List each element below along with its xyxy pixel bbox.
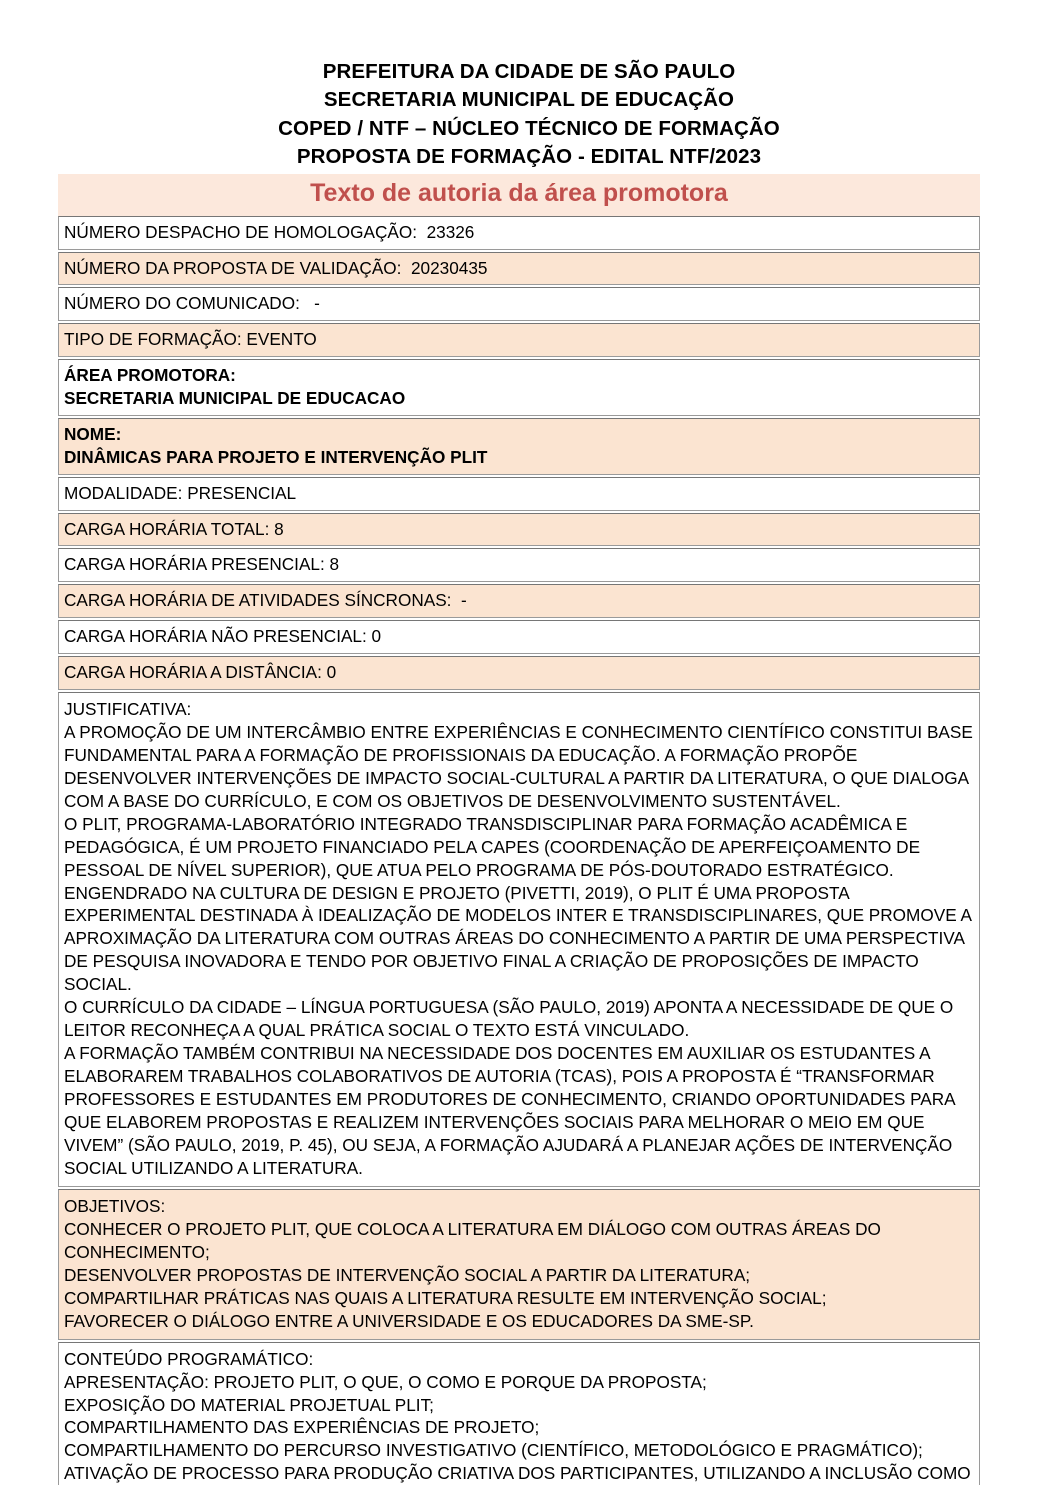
field-row-numero-despacho-homologacao	[58, 216, 980, 250]
field-line: NÚMERO DA PROPOSTA DE VALIDAÇÃO: 20230435	[64, 257, 488, 278]
field-row-modalidade	[58, 477, 980, 511]
field-line: COMPARTILHAMENTO DAS EXPERIÊNCIAS DE PROJETO;	[64, 1417, 540, 1438]
field-line: SECRETARIA MUNICIPAL DE EDUCACAO	[64, 388, 406, 408]
field-line: APRESENTAÇÃO: PROJETO PLIT, O QUE, O COMO E PORQUE DA PROPOSTA;	[64, 1371, 707, 1392]
field-row-numero-comunicado	[58, 287, 980, 321]
field-line: CONTEÚDO PROGRAMÁTICO:	[64, 1348, 314, 1369]
header-line-prefeitura: PREFEITURA DA CIDADE DE SÃO PAULO	[322, 60, 736, 83]
field-row-justificativa	[58, 692, 980, 1187]
field-line: FAVORECER O DIÁLOGO ENTRE A UNIVERSIDADE E OS EDUCADORES DA SME-SP.	[64, 1310, 754, 1331]
section-title-text: Texto de autoria da área promotora	[310, 179, 728, 208]
field-line: CARGA HORÁRIA PRESENCIAL: 8	[64, 554, 340, 575]
field-line: CARGA HORÁRIA TOTAL: 8	[64, 518, 284, 539]
field-line: TIPO DE FORMAÇÃO: EVENTO	[64, 329, 317, 350]
field-row-carga-horaria-total	[58, 513, 980, 547]
field-line: NOME:	[64, 423, 122, 444]
field-line: A FORMAÇÃO TAMBÉM CONTRIBUI NA NECESSIDADE DOS DOCENTES EM AUXILIAR OS ESTUDANTES A ELABORAREM TRABALHOS COLABORATIVOS DE AUTORIA (TCAS), POIS A PROPOSTA É “TRANSFORMAR PROFESSORES E ESTUDANTES EM PRODUTORES DE CONHECIMENTO, CRIANDO OPORTUNIDADES PARA QUE ELABOREM PROPOSTAS E REALIZEM INTERVENÇÕES SOCIAIS PARA MELHORAR O MEIO EM QUE VIVEM” (SÃO PAULO, 2019, P. 45), OU SEJA, A FORMAÇÃO AJUDARÁ A PLANEJAR AÇÕES DE INTERVENÇÃO SOCIAL UTILIZANDO A LITERATURA.	[64, 1043, 960, 1178]
field-line: CONHECER O PROJETO PLIT, QUE COLOCA A LITERATURA EM DIÁLOGO COM OUTRAS ÁREAS DO CONHECIMENTO;	[64, 1218, 886, 1262]
field-line: EXPOSIÇÃO DO MATERIAL PROJETUAL PLIT;	[64, 1394, 434, 1415]
field-line: DESENVOLVER PROPOSTAS DE INTERVENÇÃO SOCIAL A PARTIR DA LITERATURA;	[64, 1264, 751, 1285]
header-line-coped-ntf: COPED / NTF – NÚCLEO TÉCNICO DE FORMAÇÃO	[278, 116, 780, 140]
document-header	[0, 0, 1058, 171]
field-line: OBJETIVOS:	[64, 1195, 166, 1216]
field-row-carga-horaria-presencial	[58, 548, 980, 582]
field-line: O PLIT, PROGRAMA-LABORATÓRIO INTEGRADO TRANSDISCIPLINAR PARA FORMAÇÃO ACADÊMICA E PEDAGÓGICA, É UM PROJETO FINANCIADO PELA CAPES (COORDENAÇÃO DE APERFEIÇOAMENTO DE PESSOAL DE NÍVEL SUPERIOR), QUE ATUA PELO PROGRAMA DE PÓS-DOUTORADO ESTRATÉGICO. ENGENDRADO NA CULTURA DE DESIGN E PROJETO (PIVETTI, 2019), O PLIT É UMA PROPOSTA EXPERIMENTAL DESTINADA À IDEALIZAÇÃO DE MODELOS INTER E TRANSDISCIPLINARES, QUE PROMOVE A APROXIMAÇÃO DA LITERATURA COM OUTRAS ÁREAS DO CONHECIMENTO A PARTIR DE UMA PERSPECTIVA DE PESQUISA INOVADORA E TENDO POR OBJETIVO FINAL A CRIAÇÃO DE PROPOSIÇÕES DE IMPACTO SOCIAL.	[64, 813, 975, 995]
field-row-objetivos	[58, 1189, 980, 1340]
field-row-carga-horaria-a-distancia	[58, 656, 980, 690]
field-row-numero-proposta-validacao	[58, 252, 980, 286]
header-line-proposta-edital: PROPOSTA DE FORMAÇÃO - EDITAL NTF/2023	[296, 144, 762, 168]
header-line-secretaria: SECRETARIA MUNICIPAL DE EDUCAÇÃO	[323, 88, 735, 112]
field-line: DINÂMICAS PARA PROJETO E INTERVENÇÃO PLIT	[64, 446, 488, 467]
form-sheet	[0, 174, 1058, 1485]
field-line: O CURRÍCULO DA CIDADE – LÍNGUA PORTUGUESA (SÃO PAULO, 2019) APONTA A NECESSIDADE DE QUE O LEITOR RECONHEÇA A QUAL PRÁTICA SOCIAL O TEXTO ESTÁ VINCULADO.	[64, 997, 959, 1041]
field-row-conteudo-programatico	[58, 1342, 980, 1486]
field-line: A PROMOÇÃO DE UM INTERCÂMBIO ENTRE EXPERIÊNCIAS E CONHECIMENTO CIENTÍFICO CONSTITUI BASE FUNDAMENTAL PARA A FORMAÇÃO DE PROFISSIONAIS DA EDUCAÇÃO. A FORMAÇÃO PROPÕE DESENVOLVER INTERVENÇÕES DE IMPACTO SOCIAL-CULTURAL A PARTIR DA LITERATURA, O QUE DIALOGA COM A BASE DO CURRÍCULO, E COM OS OBJETIVOS DE DESENVOLVIMENTO SUSTENTÁVEL.	[64, 721, 978, 811]
field-line: NÚMERO DESPACHO DE HOMOLOGAÇÃO: 23326	[64, 221, 475, 242]
field-row-carga-horaria-nao-presencial	[58, 620, 980, 654]
field-line: ATIVAÇÃO DE PROCESSO PARA PRODUÇÃO CRIATIVA DOS PARTICIPANTES, UTILIZANDO A INCLUSÃO COMO	[64, 1463, 971, 1484]
field-line: CARGA HORÁRIA DE ATIVIDADES SÍNCRONAS: -	[64, 590, 467, 611]
field-line: COMPARTILHAMENTO DO PERCURSO INVESTIGATIVO (CIENTÍFICO, METODOLÓGICO E PRAGMÁTICO);	[64, 1440, 923, 1461]
field-line: ÁREA PROMOTORA:	[64, 365, 236, 386]
field-row-area-promotora	[58, 359, 980, 416]
field-row-nome	[58, 418, 980, 475]
field-line: CARGA HORÁRIA A DISTÂNCIA: 0	[64, 662, 337, 682]
field-line: JUSTIFICATIVA:	[64, 698, 192, 719]
field-line: NÚMERO DO COMUNICADO: -	[64, 293, 320, 314]
form-rows-container	[58, 216, 980, 1486]
field-row-carga-horaria-atividades-sincronas	[58, 584, 980, 618]
section-title-band	[58, 174, 980, 216]
field-line: MODALIDADE: PRESENCIAL	[64, 482, 297, 503]
field-line: COMPARTILHAR PRÁTICAS NAS QUAIS A LITERATURA RESULTE EM INTERVENÇÃO SOCIAL;	[64, 1287, 827, 1308]
field-line: CARGA HORÁRIA NÃO PRESENCIAL: 0	[64, 626, 382, 647]
field-row-tipo-de-formacao	[58, 323, 980, 357]
